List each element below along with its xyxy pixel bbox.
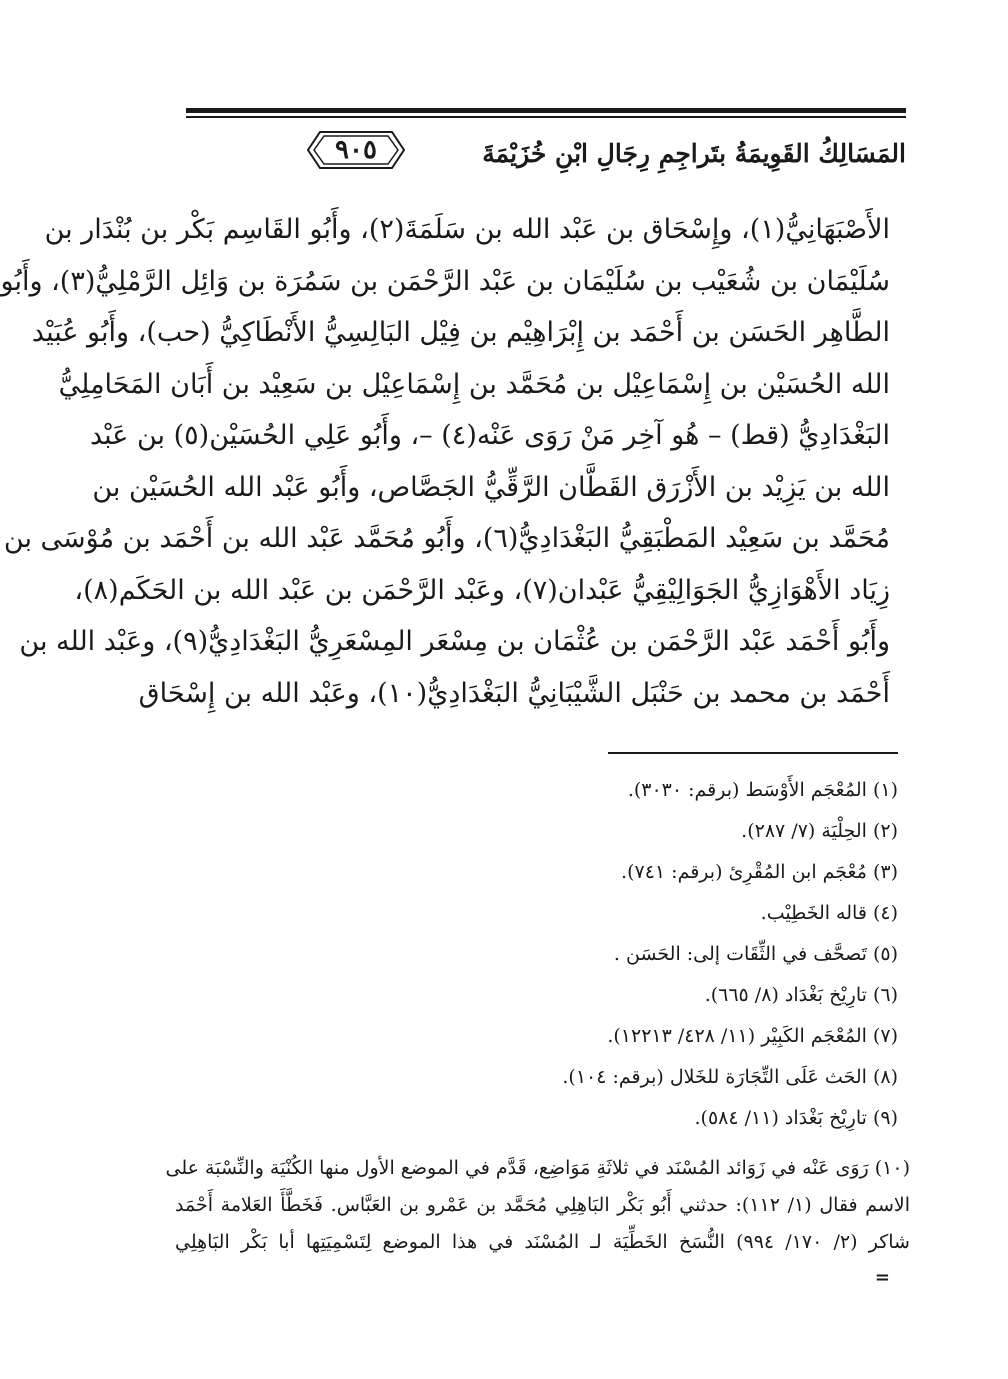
- body-line: الأَصْبَهَانِيُّ(١)، وإِسْحَاق بن عَبْد الله بن سَلَمَةَ(٢)، وأَبُو القَاسِم بَكْر بن بُنْدَار بن: [44, 214, 890, 245]
- book-title: المَسَالِكُ القَوِيمَةُ بتَراجِمِ رِجَالِ ابْنِ خُزَيْمَةَ: [482, 139, 906, 168]
- body-line: أَحْمَد بن محمد بن حَنْبَل الشَّيْبَانِيُّ البَغْدَادِيُّ(١٠)، وعَبْد الله بن إِسْحَاق: [138, 677, 890, 709]
- footnote-10: [165, 1150, 910, 1261]
- footnote-10-line: شاكر (٢/ ١٧٠/ ٩٩٤) النُّسَخ الخَطِّيَة لـ المُسْنَد في هذا الموضع لِتَسْمِيَتِها أبا بَكْر البَاهِلِي: [175, 1231, 910, 1253]
- footnote-10-line: الاسم فقال (١/ ١١٢): حدثني أَبُو بَكْر البَاهِلِي مُحَمَّد بن عَمْرو بن العَبَّاس. فَخَطَّأَ العَلامة أَحْمَد: [175, 1194, 910, 1216]
- main-text: [0, 204, 890, 719]
- body-line: سُلَيْمَان بن شُعَيْب بن سُلَيْمَان بن عَبْد الرَّحْمَن بن سَمُرَة بن وَائِل الرَّمْلِيُّ(٣)، وأَبُو: [0, 265, 890, 297]
- footnote-9: (٩) تارِيْخ بَغْدَاد (١١/ ٥٨٤).: [694, 1107, 898, 1129]
- page-header: [186, 108, 906, 174]
- body-line: الله بن يَزِيْد بن الأَزْرَق القَطَّان الرَّقِّيُّ الجَصَّاص، وأَبُو عَبْد الله الحُسَيْن بن: [92, 471, 890, 503]
- header-rule-thin: [186, 116, 906, 118]
- body-line: وأَبُو أَحْمَد عَبْد الرَّحْمَن بن عُثْمَان بن مِسْعَر المِسْعَرِيُّ البَغْدَادِيُّ(٩)، وعَبْد الله بن: [19, 626, 890, 657]
- footnote-8: (٨) الحَث عَلَى التِّجَارَة للخَلال (برقم: ١٠٤).: [562, 1066, 898, 1088]
- footnote-3: (٣) مُعْجَم ابن المُقْرِئ (برقم: ٧٤١).: [621, 861, 898, 883]
- footnote-1: (١) المُعْجَم الأَوْسَط (برقم: ٣٠٣٠).: [627, 779, 898, 801]
- continuation-mark: =: [874, 1267, 890, 1288]
- body-line: الطَّاهِر الحَسَن بن أَحْمَد بن إِبْرَاهِيْم بن فِيْل البَالِسِيُّ الأَنْطَاكِيُّ (حب)، وأَبُو عُبَيْد: [31, 317, 890, 348]
- footnote-6: (٦) تارِيْخ بَغْدَاد (٨/ ٦٦٥).: [704, 984, 898, 1006]
- footnote-2: (٢) الحِلْيَة (٧/ ٢٨٧).: [741, 820, 898, 842]
- body-line: زِيَاد الأَهْوَازِيُّ الجَوَالِيْقِيُّ عَبْدان(٧)، وعَبْد الرَّحْمَن بن عَبْد الله بن الحَكَم(٨)،: [74, 574, 890, 606]
- body-line: البَغْدَادِيُّ (قط) – هُو آخِر مَنْ رَوَى عَنْه(٤) –، وأَبُو عَلِي الحُسَيْن(٥) بن عَبْد: [89, 420, 890, 451]
- header-rule-thick: [186, 108, 906, 113]
- body-line: الله الحُسَيْن بن إِسْمَاعِيْل بن مُحَمَّد بن إِسْمَاعِيْل بن سَعِيْد بن أَبَان المَحَامِلِيُّ: [58, 368, 890, 400]
- footnote-separator: [608, 752, 898, 754]
- body-line: مُحَمَّد بن سَعِيْد المَطْبَقِيُّ البَغْدَادِيُّ(٦)، وأَبُو مُحَمَّد عَبْد الله بن أَحْمَد بن مُوْسَى بن: [3, 523, 890, 554]
- footnote-10-line: (١٠) رَوَى عَنْه في زَوَائد المُسْنَد في ثلاثَةِ مَوَاضِع، قَدَّم في الموضع الأول منها الكُنْيَة والنِّسْبَة على: [165, 1157, 910, 1179]
- footnote-4: (٤) قاله الخَطِيْب.: [760, 902, 898, 924]
- footnotes: [178, 770, 898, 1139]
- footnote-5: (٥) تَصحَّف في الثِّقَات إلى: الحَسَن .: [613, 943, 898, 965]
- footnote-7: (٧) المُعْجَم الكَبِيْر (١١/ ٤٢٨/ ١٢٢١٣).: [607, 1025, 898, 1047]
- page-number-ornament: [306, 128, 406, 172]
- page-number: ٩٠٥: [335, 135, 377, 165]
